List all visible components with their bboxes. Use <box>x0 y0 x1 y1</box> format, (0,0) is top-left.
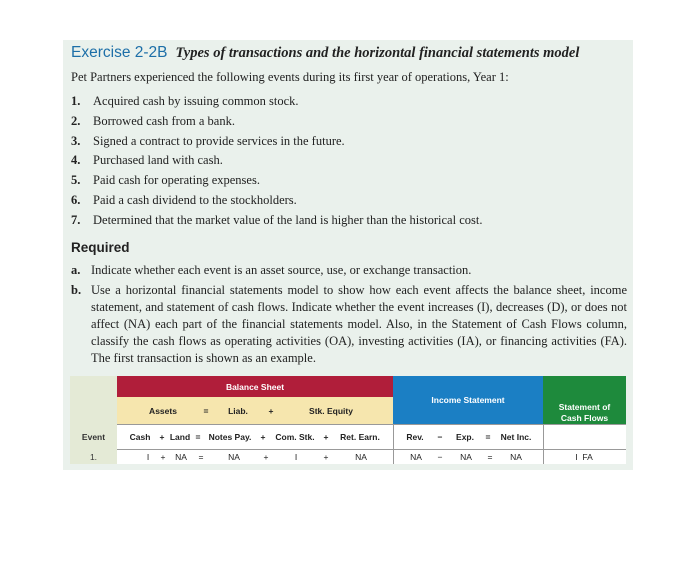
required-heading: Required <box>71 240 130 255</box>
financial-statements-model-table: Balance Sheet Income Statement Statement of Cash Flows Assets = Liab. + Stk. Equity Event 1. Cash + Land = Notes Pay. + Com. Stk. + Ret. Earn. Rev. − Exp. = Net Inc. I + NA = NA + I + NA NA − NA = NA I FA <box>70 376 626 464</box>
revenue-header: Rev. <box>406 432 424 442</box>
land-header: Land <box>169 432 191 442</box>
retained-earnings-header: Ret. Earn. <box>340 432 380 442</box>
expense-value: NA <box>460 452 472 462</box>
required-item-b: b. Use a horizontal financial statements model to show how each event affects the balance sheet, income statement, and statement of cash flows. Indicate whether the event increases (I), decreases (D), or does not affect (NA) each part of the financial statements model. Also, in the Statement of Cash Flows column, classify the cash flows as operating activities (OA), investing activities (IA), or financing activities (FA). The first transaction is shown as an example. <box>71 283 627 365</box>
event-column-header: Event <box>70 424 117 449</box>
balance-sheet-header: Balance Sheet <box>117 376 393 397</box>
expense-header: Exp. <box>456 432 474 442</box>
cash-header: Cash <box>129 432 151 442</box>
exercise-panel <box>63 40 633 470</box>
list-item: 5. Paid cash for operating expenses. <box>71 173 260 188</box>
balance-sheet-subheader: Assets = Liab. + Stk. Equity <box>117 397 393 424</box>
exercise-number: Exercise 2-2B <box>71 44 168 61</box>
event-list <box>71 94 482 233</box>
list-item: 6. Paid a cash dividend to the stockholders. <box>71 192 297 207</box>
liabilities-label: Liab. <box>228 406 248 416</box>
exercise-heading: Types of transactions and the horizontal financial statements model <box>175 45 580 61</box>
retained-earnings-value: NA <box>355 452 367 462</box>
notes-payable-header: Notes Pay. <box>208 432 252 442</box>
cash-flows-header: Statement of Cash Flows <box>543 376 626 449</box>
common-stock-value: I <box>294 452 298 462</box>
list-item: 4. Purchased land with cash. <box>71 153 223 168</box>
list-item: 7. Determined that the market value of the land is higher than the historical cost. <box>71 212 483 227</box>
event-cell: 1. <box>70 449 117 464</box>
stock-equity-label: Stk. Equity <box>309 406 353 416</box>
list-item: 3. Signed a contract to provide services in the future. <box>71 133 345 148</box>
cash-value: I <box>146 452 150 462</box>
net-income-header: Net Inc. <box>500 432 532 442</box>
required-item-a: a. Indicate whether each event is an asset source, use, or exchange transaction. <box>71 263 472 277</box>
list-item: 2. Borrowed cash from a bank. <box>71 113 235 128</box>
land-value: NA <box>175 452 187 462</box>
cash-flow-value: I FA <box>575 452 593 462</box>
assets-label: Assets <box>149 406 177 416</box>
list-item: 1. Acquired cash by issuing common stock. <box>71 94 299 108</box>
event-header-blank <box>70 376 117 424</box>
exercise-title <box>71 44 579 62</box>
notes-payable-value: NA <box>228 452 240 462</box>
income-statement-header: Income Statement <box>393 376 543 424</box>
revenue-value: NA <box>410 452 422 462</box>
divider <box>393 424 394 464</box>
net-income-value: NA <box>510 452 522 462</box>
common-stock-header: Com. Stk. <box>275 432 315 442</box>
required-list <box>71 262 627 367</box>
intro-text: Pet Partners experienced the following events during its first year of operations, Year 1: <box>71 70 509 84</box>
divider <box>543 424 544 464</box>
